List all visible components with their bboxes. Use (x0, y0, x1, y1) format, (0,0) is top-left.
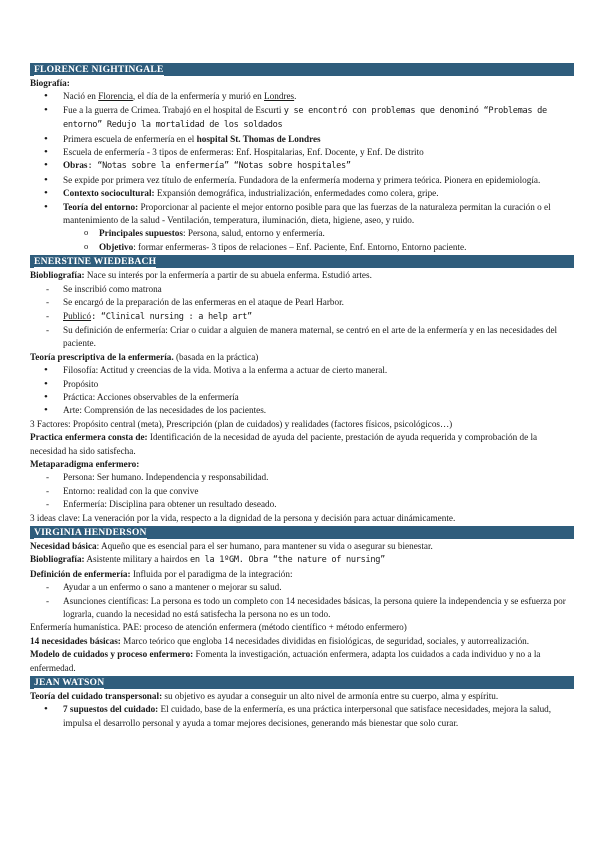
section-header-nightingale: FLORENCE NIGHTINGALE (30, 63, 574, 76)
wiedebach-list (30, 283, 574, 351)
list-item: o Objetivo: formar enfermeras- 3 tipos de relaciones – Enf. Paciente, Enf. Entorno, Entorno paciente. (30, 241, 574, 254)
metaparadigma-list (30, 471, 574, 511)
list-item: - Se inscribió como matrona (30, 283, 574, 296)
list-item: • Nació en Florencia, el día de la enfermería y murió en Londres. (30, 90, 574, 103)
paragraph: Definición de enfermería: Influida por el paradigma de la integración: (30, 568, 293, 579)
paragraph: Necesidad básica: Aqueño que es esencial para el ser humano, para mantener su vida o asegurar su bienestar. (30, 541, 433, 551)
list-item: - Asunciones científicas: La persona es todo un completo con 14 necesidades básicas, la persona quiere la independencia y se esfuerza por lograrla, cuando la necesidad no está satisfecha la persona no es un todo. (30, 595, 574, 622)
link-londres[interactable]: Londres (264, 91, 295, 102)
list-item: • Práctica: Acciones observables de la enfermería (30, 391, 574, 404)
bio-label: Biografía: (30, 78, 70, 88)
list-item: • Se expide por primera vez título de enfermería. Fundadora de la enfermería moderna y primera teórica. Pionera en epidemiología. (30, 174, 574, 187)
list-item: - Enfermería: Disciplina para obtener un resultado deseado. (30, 498, 574, 511)
list-item: - Publicó: “Clinical nursing : a help art” (30, 310, 574, 324)
paragraph: Modelo de cuidados y proceso enfermero: Fomenta la investigación, actuación enfermera, adapta los cuidados a cada individuo y no a la enfermedad. (30, 649, 541, 673)
list-item: o Principales supuestos: Persona, salud, entorno y enfermería. (30, 227, 574, 240)
paragraph: 14 necesidades básicas: Marco teórico que engloba 14 necesidades divididas en fisiológicas, de seguridad, sociales, y autorrealización. (30, 635, 530, 646)
nightingale-list (30, 90, 574, 227)
paragraph: Enfermería humanística. PAE: proceso de atención enfermera (método científico + método enfermero) (30, 622, 407, 633)
list-item: - Entorno: realidad con la que convive (30, 485, 574, 498)
list-item: - Se encargó de la preparación de las enfermeras en el ataque de Pearl Harbor. (30, 296, 574, 309)
watson-list (30, 703, 574, 730)
list-item: • Teoría del entorno: Proporcionar al paciente el mejor entorno posible para que las fuerzas de la naturaleza permitan la curación o el mantenimiento de la salud - Ventilación, temperatura, iluminación, dieta, higiene, aseo, y ruido. (30, 201, 574, 228)
metaparadigma-label: Metaparadigma enfermero: (30, 458, 140, 469)
henderson-list (30, 581, 574, 621)
nightingale-sublist (30, 227, 574, 254)
section-header-watson: JEAN WATSON (30, 676, 574, 689)
list-item: • Escuela de enfermería - 3 tipos de enfermeras: Enf. Hospitalarias, Enf. Docente, y Enf. De distrito (30, 146, 574, 159)
list-item: - Ayudar a un enfermo o sano a mantener o mejorar su salud. (30, 581, 574, 594)
paragraph: Biobliografía: Asistente military a hairdos en la 1ºGM. Obra “the nature of nursing” (30, 554, 385, 566)
section-header-henderson: VIRGINIA HENDERSON (30, 526, 574, 539)
paragraph: Teoría prescriptiva de la enfermería. (basada en la práctica) (30, 351, 259, 362)
list-item: • Obras: “Notas sobre la enfermería” “Notas sobre hospitales” (30, 159, 574, 173)
wiedebach-teoria-list (30, 364, 574, 418)
list-item: - Persona: Ser humano. Independencia y responsabilidad. (30, 471, 574, 484)
paragraph: Teoría del cuidado transpersonal: su objetivo es ayudar a conseguir un alto nivel de armonía entre su cuerpo, alma y espíritu. (30, 691, 499, 702)
list-item: • Arte: Comprensión de las necesidades de los pacientes. (30, 404, 574, 417)
paragraph: 3 ideas clave: La veneración por la vida, respecto a la dignidad de la persona y decisión para actuar dinámicamente. (30, 512, 456, 523)
list-item: • 7 supuestos del cuidado: El cuidado, base de la enfermería, es una práctica interpersonal que satisface necesidades, mejora la salud, impulsa el desarrollo personal y ayuda a tomar mejores decisiones, generando más bienestar que solo curar. (30, 703, 574, 730)
list-item: • Filosofía: Actitud y creencias de la vida. Motiva a la enferma a actuar de cierto maneral. (30, 364, 574, 377)
paragraph: Biobliografía: Nace su interés por la enfermería a partir de su abuela enferma. Estudió artes. (30, 270, 372, 281)
list-item: - Su definición de enfermería: Criar o cuidar a alguien de manera maternal, se centró en el arte de la enfermería y en las necesidades del paciente. (30, 324, 574, 351)
list-item: • Primera escuela de enfermería en el hospital St. Thomas de Londres (30, 133, 574, 146)
paragraph: 3 Factores: Propósito central (meta), Prescripción (plan de cuidados) y realidades (factores físicos, psicológicos…) (30, 418, 453, 429)
link-florencia[interactable]: Florencia (98, 91, 133, 102)
list-item: • Fue a la guerra de Crimea. Trabajó en el hospital de Escurti y se encontró con problemas que denominó “Problemas de entorno” Redujo la mortalidad de los soldados (30, 104, 574, 133)
list-item: • Contexto sociocultural: Expansión demográfica, industrialización, enfermedades como colera, gripe. (30, 187, 574, 200)
list-item: • Propósito (30, 378, 574, 391)
paragraph: Practica enfermera consta de: Identificación de la necesidad de ayuda del paciente, prestación de ayuda requerida y comprobación de la necesidad ha sido satisfecha. (30, 432, 538, 456)
section-header-wiedebach: ENERSTINE WIEDEBACH (30, 255, 574, 268)
